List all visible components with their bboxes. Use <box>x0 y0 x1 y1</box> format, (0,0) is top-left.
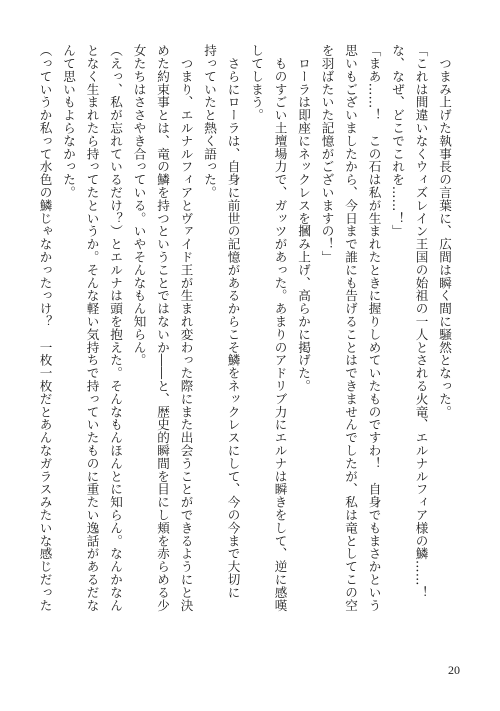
text-line: な、なぜ、どこでこれを……！」 <box>390 44 405 238</box>
text-line: （えっ、私が忘れているだけ？）とエルナは頭を抱えた。そんなもんほんとに知らん。なんかなん <box>108 44 123 612</box>
text-line: 女たちはささやき合っている。いやそんなもん知らん。 <box>131 44 147 367</box>
text-line: さらにローラは、自身に前世の記憶があるからこそ鱗をネックレスにして、今の今まで大切に <box>225 44 241 599</box>
text-line: を羽ばたいた記憶がございますの！」 <box>319 44 335 264</box>
page-number: 20 <box>448 663 460 677</box>
vertical-text-body <box>37 44 456 652</box>
text-line: ローラは即座にネックレスを摑み上げ、高らかに掲げた。 <box>296 44 311 393</box>
text-line: （っていうか私って水色の鱗じゃなかったっけ？ 一枚一枚だとあんなガラスみたいな感じだった <box>37 44 53 612</box>
text-line: 思いもございましたから、今日まで誰にも告げることはできませんでしたが、私は竜としてこの空 <box>343 44 358 612</box>
text-line: 「まあ……！ この石は私が生まれたときに握りしめていたものですわ！ 自身でもまさかという <box>366 44 382 612</box>
text-line: してしまう。 <box>249 44 264 122</box>
text-line: 「これは間違いなくウィズレイン王国の始祖の一人とされる火竜、エルナルフィア様の鱗……！ <box>413 44 429 599</box>
text-line: んて思いもよらなかった。 <box>61 44 76 199</box>
text-line: ものすごい土壇場力で、ガッツがあった。あまりのアドリブ力にエルナは瞬きをして、逆に感嘆 <box>272 44 288 612</box>
text-line: つまみ上げた執事長の言葉に、広間は瞬く間に騒然となった。 <box>437 44 452 419</box>
text-line: めた約束事とは、竜の鱗を持つということではないか――と、歴史的瞬間を目にし頬を赤らめる少 <box>155 44 170 612</box>
text-line: つまり、エルナルフィアとヴァイド王が生まれ変わった際にまた出会うことができるようにと決 <box>178 44 194 612</box>
text-line: となく生まれたら持ってたというか。そんな軽い気持ちで持っていたものに重たい逸話があるだな <box>84 44 100 612</box>
text-line: 持っていたと熱く語った。 <box>202 44 217 199</box>
